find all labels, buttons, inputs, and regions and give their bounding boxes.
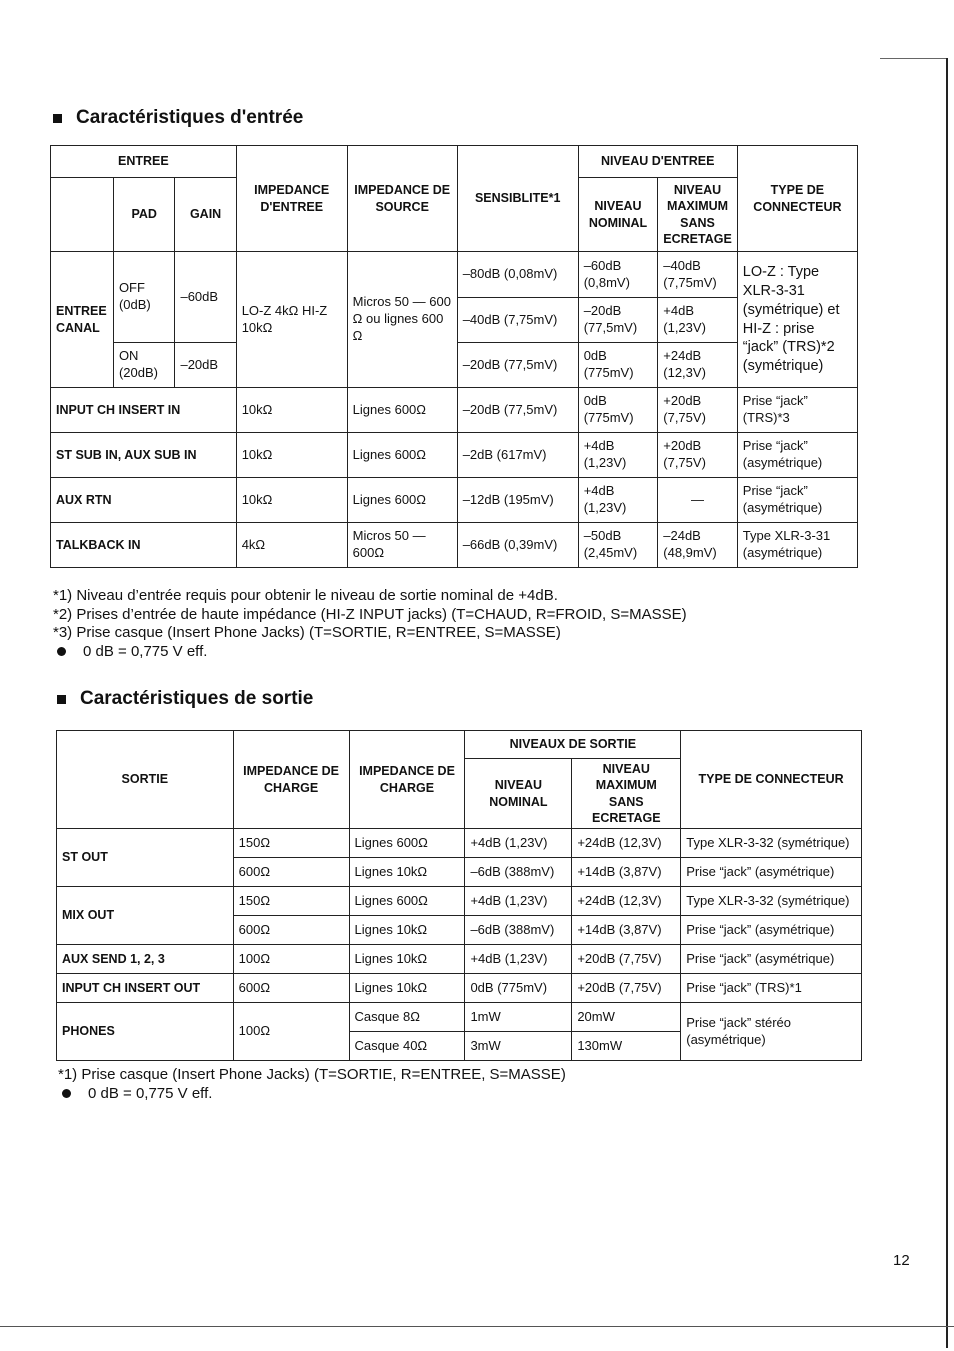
cell-max: +14dB (3,87V) [572, 916, 681, 945]
header-type-connecteur: TYPE DE CONNECTEUR [737, 146, 857, 252]
square-bullet-icon [53, 114, 62, 123]
cell-max: +20dB (7,75V) [658, 388, 738, 433]
cell-charge: Lignes 10kΩ [349, 858, 465, 887]
input-notes [53, 587, 687, 661]
scan-edge-right [946, 58, 948, 1348]
cell-imp: 100Ω [233, 945, 349, 974]
cell-connecteur: Prise “jack” (asymétrique) [681, 916, 862, 945]
cell-nominal: 1mW [465, 1003, 572, 1032]
footnote: *3) Prise casque (Insert Phone Jacks) (T=SORTIE, R=ENTREE, S=MASSE) [53, 624, 561, 641]
cell-charge: Lignes 600Ω [349, 887, 465, 916]
row-label: AUX RTN [51, 478, 237, 523]
row-label-phones: PHONES [57, 1003, 234, 1061]
output-spec-table [56, 730, 862, 1061]
cell-connecteur: Prise “jack” (asymétrique) [681, 858, 862, 887]
row-label-insert-out: INPUT CH INSERT OUT [57, 974, 234, 1003]
cell-nominal: –60dB (0,8mV) [578, 252, 658, 298]
cell-max: +24dB (12,3V) [658, 343, 738, 388]
header-impedance-source: IMPEDANCE DE SOURCE [347, 146, 457, 252]
cell-connecteur: Prise “jack” (TRS)*1 [681, 974, 862, 1003]
header-pad: PAD [113, 178, 175, 252]
footnote: *2) Prises d’entrée de haute impédance (HI-Z INPUT jacks) (T=CHAUD, R=FROID, S=MASSE) [53, 605, 687, 623]
cell-max: +4dB (1,23V) [658, 298, 738, 343]
cell-max: +20dB (7,75V) [658, 433, 738, 478]
cell-imp: 150Ω [233, 829, 349, 858]
row-label-mix-out: MIX OUT [57, 887, 234, 945]
row-label: TALKBACK IN [51, 523, 237, 568]
footnote: *1) Niveau d’entrée requis pour obtenir le niveau de sortie nominal de +4dB. [53, 587, 558, 604]
cell-sens: –40dB (7,75mV) [457, 298, 578, 343]
row-label-st-out: ST OUT [57, 829, 234, 887]
row-label: ST SUB IN, AUX SUB IN [51, 433, 237, 478]
cell-connecteur: Type XLR-3-32 (symétrique) [681, 887, 862, 916]
header-blank [51, 178, 114, 252]
section-title-text: Caractéristiques de sortie [80, 688, 314, 709]
cell-canal-source: Micros 50 — 600 Ω ou lignes 600 Ω [347, 252, 457, 388]
cell-max: +24dB (12,3V) [572, 887, 681, 916]
cell-source: Lignes 600Ω [347, 478, 457, 523]
cell-source: Lignes 600Ω [347, 388, 457, 433]
cell-impedance: 4kΩ [236, 523, 347, 568]
cell-charge: Lignes 10kΩ [349, 916, 465, 945]
cell-max: 20mW [572, 1003, 681, 1032]
header-niveau-nominal: NIVEAU NOMINAL [465, 759, 572, 829]
square-bullet-icon [57, 695, 66, 704]
cell-gain-on: –20dB [175, 343, 236, 388]
cell-charge: Lignes 600Ω [349, 829, 465, 858]
header-entree: ENTREE [51, 146, 237, 178]
cell-nominal: +4dB (1,23V) [465, 887, 572, 916]
output-notes [58, 1066, 566, 1103]
cell-phones-imp: 100Ω [233, 1003, 349, 1061]
cell-sens: –20dB (77,5mV) [457, 343, 578, 388]
cell-nominal: –6dB (388mV) [465, 916, 572, 945]
cell-impedance: 10kΩ [236, 388, 347, 433]
cell-max: –40dB (7,75mV) [658, 252, 738, 298]
header-niveau-entree: NIVEAU D'ENTREE [578, 146, 737, 178]
cell-imp: 150Ω [233, 887, 349, 916]
input-spec-table [50, 145, 858, 568]
cell-connecteur: Prise “jack” (asymétrique) [737, 478, 857, 523]
cell-imp: 600Ω [233, 916, 349, 945]
header-niveau-max: NIVEAU MAXIMUM SANS ECRETAGE [658, 178, 738, 252]
row-label: INPUT CH INSERT IN [51, 388, 237, 433]
cell-max: +20dB (7,75V) [572, 945, 681, 974]
cell-impedance: 10kΩ [236, 433, 347, 478]
header-niveau-nominal: NIVEAU NOMINAL [578, 178, 658, 252]
cell-charge: Lignes 10kΩ [349, 945, 465, 974]
cell-nominal: +4dB (1,23V) [465, 829, 572, 858]
cell-canal-impedance: LO-Z 4kΩ HI-Z 10kΩ [236, 252, 347, 388]
cell-nominal: –6dB (388mV) [465, 858, 572, 887]
scan-edge-top [880, 58, 948, 59]
cell-charge: Casque 8Ω [349, 1003, 465, 1032]
cell-nominal: 0dB (775mV) [578, 388, 658, 433]
cell-connecteur: Prise “jack” (asymétrique) [737, 433, 857, 478]
bullet-icon [62, 1089, 71, 1098]
header-impedance-de-charge: IMPEDANCE DE CHARGE [349, 731, 465, 829]
cell-sens: –2dB (617mV) [457, 433, 578, 478]
cell-charge: Lignes 10kΩ [349, 974, 465, 1003]
bullet-note [58, 1085, 566, 1104]
cell-max: +20dB (7,75V) [572, 974, 681, 1003]
cell-connecteur: Type XLR-3-31 (asymétrique) [737, 523, 857, 568]
header-niveau-max: NIVEAU MAXIMUM SANS ECRETAGE [572, 759, 681, 829]
header-impedance-charge: IMPEDANCE DE CHARGE [233, 731, 349, 829]
cell-nominal: +4dB (1,23V) [578, 433, 658, 478]
cell-connecteur: Type XLR-3-32 (symétrique) [681, 829, 862, 858]
cell-nominal: –50dB (2,45mV) [578, 523, 658, 568]
header-sensibilite: SENSIBLITE*1 [457, 146, 578, 252]
row-label-aux-send: AUX SEND 1, 2, 3 [57, 945, 234, 974]
cell-max: +14dB (3,87V) [572, 858, 681, 887]
cell-nominal: 3mW [465, 1032, 572, 1061]
header-impedance-entree: IMPEDANCE D'ENTREE [236, 146, 347, 252]
section-title-sortie [57, 688, 313, 710]
cell-imp: 600Ω [233, 974, 349, 1003]
cell-nominal: +4dB (1,23V) [578, 478, 658, 523]
cell-connecteur: Prise “jack” (asymétrique) [681, 945, 862, 974]
bullet-icon [57, 647, 66, 656]
cell-canal-connecteur: LO-Z : Type XLR-3-31 (symétrique) et HI-Z : prise “jack” (TRS)*2 (symétrique) [737, 252, 857, 388]
cell-nominal: 0dB (775mV) [465, 974, 572, 1003]
section-title-entree [53, 107, 303, 129]
cell-max: +24dB (12,3V) [572, 829, 681, 858]
bullet-note-text: 0 dB = 0,775 V eff. [83, 642, 208, 660]
cell-pad-on: ON (20dB) [113, 343, 175, 388]
cell-nominal: 0dB (775mV) [578, 343, 658, 388]
cell-source: Micros 50 — 600Ω [347, 523, 457, 568]
footnote: *1) Prise casque (Insert Phone Jacks) (T=SORTIE, R=ENTREE, S=MASSE) [58, 1066, 566, 1083]
page-number: 12 [893, 1252, 910, 1269]
cell-nominal: +4dB (1,23V) [465, 945, 572, 974]
header-gain: GAIN [175, 178, 236, 252]
cell-max: — [658, 478, 738, 523]
cell-imp: 600Ω [233, 858, 349, 887]
bullet-note [53, 643, 687, 662]
header-niveaux-sortie: NIVEAUX DE SORTIE [465, 731, 681, 759]
cell-sens: –80dB (0,08mV) [457, 252, 578, 298]
header-type-connecteur: TYPE DE CONNECTEUR [681, 731, 862, 829]
section-title-text: Caractéristiques d'entrée [76, 107, 304, 128]
cell-pad-off: OFF (0dB) [113, 252, 175, 343]
cell-max: 130mW [572, 1032, 681, 1061]
cell-gain-off: –60dB [175, 252, 236, 343]
row-label-entree-canal: ENTREE CANAL [51, 252, 114, 388]
cell-connecteur: Prise “jack” (TRS)*3 [737, 388, 857, 433]
bullet-note-text: 0 dB = 0,775 V eff. [88, 1084, 213, 1102]
cell-sens: –12dB (195mV) [457, 478, 578, 523]
cell-impedance: 10kΩ [236, 478, 347, 523]
cell-sens: –20dB (77,5mV) [457, 388, 578, 433]
cell-source: Lignes 600Ω [347, 433, 457, 478]
cell-phones-connecteur: Prise “jack” stéréo (asymétrique) [681, 1003, 862, 1061]
cell-sens: –66dB (0,39mV) [457, 523, 578, 568]
cell-charge: Casque 40Ω [349, 1032, 465, 1061]
header-sortie: SORTIE [57, 731, 234, 829]
cell-nominal: –20dB (77,5mV) [578, 298, 658, 343]
cell-max: –24dB (48,9mV) [658, 523, 738, 568]
scan-edge-bottom [0, 1326, 954, 1327]
